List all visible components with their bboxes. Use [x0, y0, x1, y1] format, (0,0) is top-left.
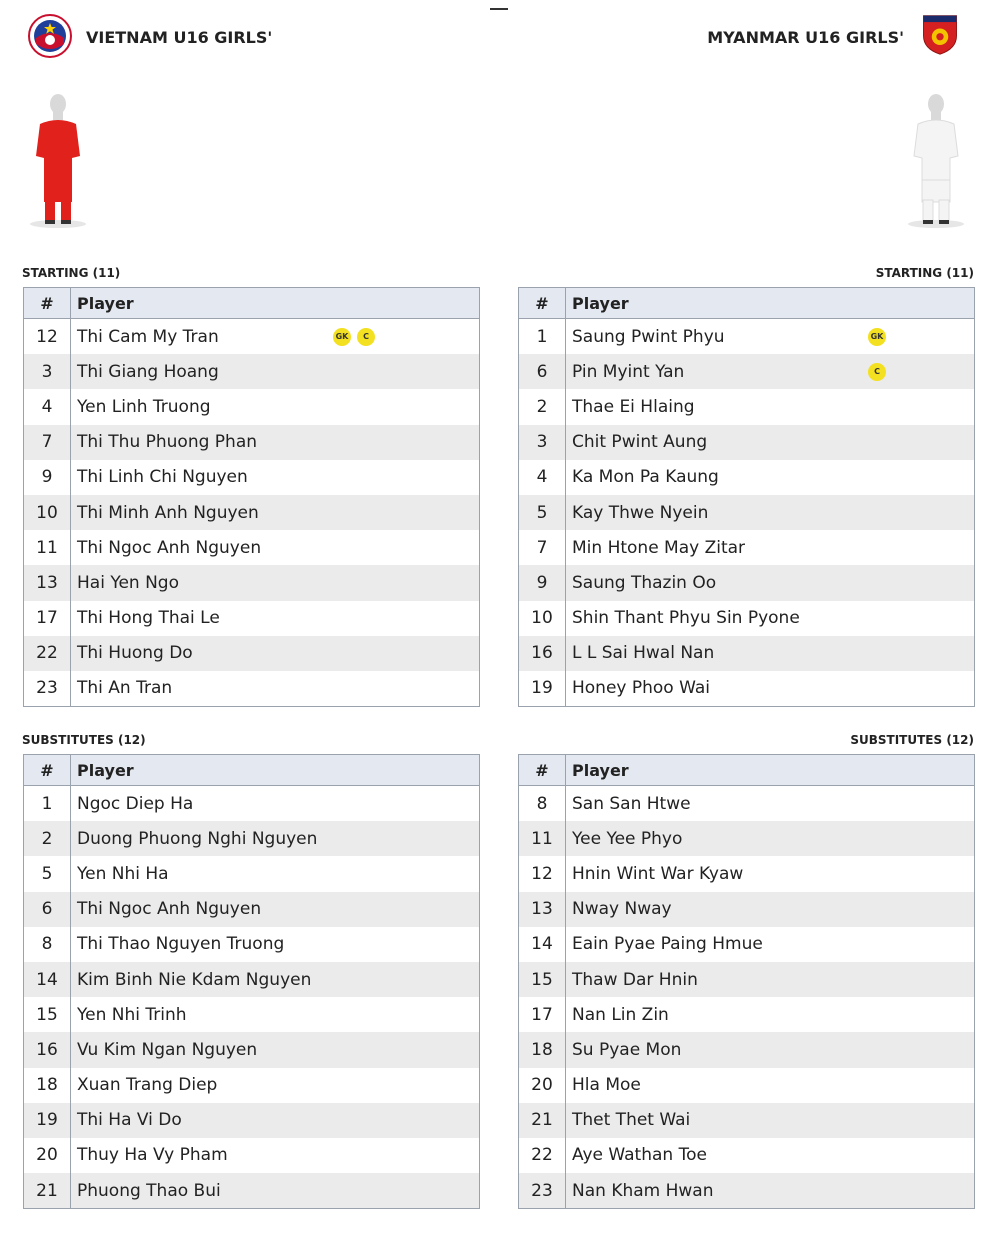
player-cell: [566, 565, 975, 600]
player-number: 9: [24, 460, 71, 495]
player-row: [24, 354, 480, 389]
table-header-row: [24, 288, 480, 319]
player-cell: [566, 636, 975, 671]
player-number: 7: [24, 425, 71, 460]
player-number: 3: [24, 354, 71, 389]
player-cell: [71, 1173, 480, 1209]
away-subs-table: [518, 754, 975, 1209]
player-name: Hnin Wint War Kyaw: [572, 863, 744, 884]
player-number: 22: [24, 636, 71, 671]
player-name: Thi Minh Anh Nguyen: [77, 502, 259, 523]
player-name: Phuong Thao Bui: [77, 1180, 221, 1201]
player-number: 20: [24, 1138, 71, 1173]
player-name: Yen Linh Truong: [77, 396, 211, 417]
player-row: [519, 927, 975, 962]
player-cell: [566, 1138, 975, 1173]
player-number: 9: [519, 565, 566, 600]
player-number: 10: [519, 601, 566, 636]
player-cell: [566, 927, 975, 962]
player-row: [24, 997, 480, 1032]
player-column-header: Player: [566, 288, 975, 319]
player-row: [24, 636, 480, 671]
player-cell: [566, 1068, 975, 1103]
player-number: 23: [24, 671, 71, 707]
player-number: 11: [519, 821, 566, 856]
vff-crest-icon: [28, 14, 72, 58]
goalkeeper-badge: GK: [868, 328, 886, 346]
player-cell: [566, 1032, 975, 1067]
player-number: 6: [24, 892, 71, 927]
player-number: 11: [24, 530, 71, 565]
player-cell: [566, 821, 975, 856]
player-number: 13: [519, 892, 566, 927]
home-team-name: VIETNAM U16 GIRLS': [86, 28, 273, 47]
player-row: [519, 892, 975, 927]
player-name: Thi Thu Phuong Phan: [77, 432, 258, 453]
player-cell: [71, 495, 480, 530]
player-row: [519, 565, 975, 600]
player-cell: [71, 1032, 480, 1067]
player-cell: [566, 962, 975, 997]
player-number: 21: [519, 1103, 566, 1138]
player-row: [24, 495, 480, 530]
player-cell: [71, 962, 480, 997]
player-number: 15: [24, 997, 71, 1032]
player-name: Thi Thao Nguyen Truong: [77, 934, 285, 955]
player-cell: [71, 1103, 480, 1138]
player-name: Thi Huong Do: [77, 643, 193, 664]
player-row: [519, 601, 975, 636]
player-row: [519, 495, 975, 530]
player-cell: [566, 530, 975, 565]
player-row: [519, 460, 975, 495]
player-name: Shin Thant Phyu Sin Pyone: [572, 608, 800, 629]
player-number: 1: [519, 319, 566, 355]
player-row: [24, 1068, 480, 1103]
player-cell: [71, 601, 480, 636]
player-row: [24, 460, 480, 495]
player-row: [24, 601, 480, 636]
player-cell: [71, 530, 480, 565]
player-number: 16: [519, 636, 566, 671]
player-row: [24, 1103, 480, 1138]
player-row: [519, 1068, 975, 1103]
home-subs-table: [23, 754, 480, 1209]
player-name: Honey Phoo Wai: [572, 678, 710, 699]
player-name: Thaw Dar Hnin: [572, 969, 698, 990]
player-row: [24, 1032, 480, 1067]
player-row: [519, 997, 975, 1032]
player-row: [24, 786, 480, 822]
player-name: L L Sai Hwal Nan: [572, 643, 715, 664]
player-cell: [566, 671, 975, 707]
player-number: 4: [519, 460, 566, 495]
player-cell: [71, 856, 480, 891]
player-cell: [71, 671, 480, 707]
player-number: 23: [519, 1173, 566, 1209]
player-row: [519, 1173, 975, 1209]
player-name: Thae Ei Hlaing: [572, 396, 695, 417]
player-number: 14: [24, 962, 71, 997]
player-name: Eain Pyae Paing Hmue: [572, 934, 763, 955]
player-row: [519, 530, 975, 565]
player-name: Ka Mon Pa Kaung: [572, 467, 719, 488]
player-row: [24, 671, 480, 707]
player-name: Nan Kham Hwan: [572, 1180, 714, 1201]
player-row: [24, 821, 480, 856]
player-cell: [71, 786, 480, 822]
player-cell: [566, 495, 975, 530]
player-name: Xuan Trang Diep: [77, 1075, 218, 1096]
player-number: 4: [24, 389, 71, 424]
player-row: [519, 354, 975, 389]
player-name: Chit Pwint Aung: [572, 432, 708, 453]
player-cell: [71, 460, 480, 495]
number-column-header: #: [519, 755, 566, 786]
player-number: 6: [519, 354, 566, 389]
player-row: [24, 565, 480, 600]
player-name: Saung Pwint Phyu: [572, 326, 725, 347]
player-number: 2: [24, 821, 71, 856]
player-cell: [71, 1068, 480, 1103]
player-name: Yen Nhi Trinh: [77, 1004, 187, 1025]
player-name: Duong Phuong Nghi Nguyen: [77, 828, 318, 849]
player-number: 2: [519, 389, 566, 424]
mff-crest-icon: [918, 12, 962, 56]
goalkeeper-badge: GK: [333, 328, 351, 346]
player-number: 12: [24, 319, 71, 355]
player-row: [24, 530, 480, 565]
player-number: 16: [24, 1032, 71, 1067]
player-row: [24, 1173, 480, 1209]
player-column-header: Player: [566, 755, 975, 786]
player-number: 1: [24, 786, 71, 822]
player-name: Min Htone May Zitar: [572, 537, 746, 558]
player-row: [24, 1138, 480, 1173]
player-row: [519, 425, 975, 460]
player-row: [519, 821, 975, 856]
player-number: 18: [24, 1068, 71, 1103]
player-number: 12: [519, 856, 566, 891]
player-row: [24, 389, 480, 424]
away-starting-label: STARTING (11): [875, 266, 974, 280]
player-number: 17: [519, 997, 566, 1032]
away-starting-table: [518, 287, 975, 707]
player-cell: [71, 892, 480, 927]
away-kit-icon: [904, 90, 968, 230]
player-cell: [71, 821, 480, 856]
table-header-row: [24, 755, 480, 786]
player-cell: [566, 1173, 975, 1209]
player-cell: [566, 460, 975, 495]
player-name: Ngoc Diep Ha: [77, 793, 194, 814]
player-cell: [71, 354, 480, 389]
player-number: 15: [519, 962, 566, 997]
player-cell: [71, 927, 480, 962]
player-row: [24, 856, 480, 891]
player-number: 22: [519, 1138, 566, 1173]
player-cell: [566, 786, 975, 822]
player-number: 3: [519, 425, 566, 460]
player-row: [519, 389, 975, 424]
away-subs-label: SUBSTITUTES (12): [850, 733, 974, 747]
away-team-name: MYANMAR U16 GIRLS': [707, 28, 904, 47]
player-cell: [566, 319, 975, 355]
player-number: 8: [519, 786, 566, 822]
player-name: Nan Lin Zin: [572, 1004, 669, 1025]
player-cell: [566, 892, 975, 927]
player-name: San San Htwe: [572, 793, 691, 814]
player-name: Thet Thet Wai: [572, 1110, 691, 1131]
player-row: [519, 1138, 975, 1173]
player-name: Su Pyae Mon: [572, 1039, 682, 1060]
player-row: [24, 892, 480, 927]
player-row: [519, 1032, 975, 1067]
player-row: [24, 319, 480, 355]
player-cell: [566, 425, 975, 460]
player-cell: [566, 856, 975, 891]
player-name: Nway Nway: [572, 899, 672, 920]
player-row: [519, 1103, 975, 1138]
player-number: 19: [24, 1103, 71, 1138]
player-cell: [71, 997, 480, 1032]
player-name: Aye Wathan Toe: [572, 1145, 707, 1166]
player-cell: [71, 565, 480, 600]
player-name: Thi Ha Vi Do: [77, 1110, 182, 1131]
player-row: [24, 927, 480, 962]
table-header-row: [519, 288, 975, 319]
player-number: 18: [519, 1032, 566, 1067]
player-cell: [566, 1103, 975, 1138]
player-number: 13: [24, 565, 71, 600]
player-name: Yee Yee Phyo: [572, 828, 683, 849]
player-name: Saung Thazin Oo: [572, 572, 717, 593]
player-name: Kay Thwe Nyein: [572, 502, 709, 523]
player-number: 20: [519, 1068, 566, 1103]
player-name: Vu Kim Ngan Nguyen: [77, 1039, 258, 1060]
player-number: 14: [519, 927, 566, 962]
player-cell: [71, 319, 480, 355]
player-column-header: Player: [71, 288, 480, 319]
player-cell: [71, 389, 480, 424]
home-subs-label: SUBSTITUTES (12): [22, 733, 146, 747]
player-cell: [71, 636, 480, 671]
player-number: 17: [24, 601, 71, 636]
table-header-row: [519, 755, 975, 786]
player-cell: [566, 601, 975, 636]
player-number: 7: [519, 530, 566, 565]
player-row: [519, 319, 975, 355]
header-separator: [490, 8, 508, 10]
player-name: Thi Hong Thai Le: [77, 608, 220, 629]
player-name: Thi An Tran: [77, 678, 173, 699]
player-name: Yen Nhi Ha: [77, 863, 169, 884]
player-number: 5: [24, 856, 71, 891]
player-row: [519, 786, 975, 822]
player-number: 10: [24, 495, 71, 530]
player-row: [519, 856, 975, 891]
player-number: 19: [519, 671, 566, 707]
player-row: [519, 671, 975, 707]
player-row: [519, 962, 975, 997]
player-cell: [566, 997, 975, 1032]
player-cell: [71, 1138, 480, 1173]
player-name: Kim Binh Nie Kdam Nguyen: [77, 969, 312, 990]
player-column-header: Player: [71, 755, 480, 786]
player-name: Thi Ngoc Anh Nguyen: [77, 899, 262, 920]
player-cell: [566, 389, 975, 424]
home-starting-table: [23, 287, 480, 707]
home-kit-icon: [26, 90, 90, 230]
player-name: Hla Moe: [572, 1075, 641, 1096]
player-name: Thi Linh Chi Nguyen: [77, 467, 248, 488]
player-number: 8: [24, 927, 71, 962]
home-starting-label: STARTING (11): [22, 266, 121, 280]
number-column-header: #: [519, 288, 566, 319]
player-name: Thi Giang Hoang: [77, 361, 219, 382]
player-name: Pin Myint Yan: [572, 361, 685, 382]
player-row: [24, 962, 480, 997]
player-name: Thi Ngoc Anh Nguyen: [77, 537, 262, 558]
player-row: [24, 425, 480, 460]
captain-badge: C: [357, 328, 375, 346]
player-name: Hai Yen Ngo: [77, 572, 179, 593]
player-cell: [71, 425, 480, 460]
player-name: Thi Cam My Tran: [77, 326, 219, 347]
player-row: [519, 636, 975, 671]
number-column-header: #: [24, 288, 71, 319]
number-column-header: #: [24, 755, 71, 786]
captain-badge: C: [868, 363, 886, 381]
player-cell: [566, 354, 975, 389]
player-number: 21: [24, 1173, 71, 1209]
player-name: Thuy Ha Vy Pham: [77, 1145, 228, 1166]
player-number: 5: [519, 495, 566, 530]
